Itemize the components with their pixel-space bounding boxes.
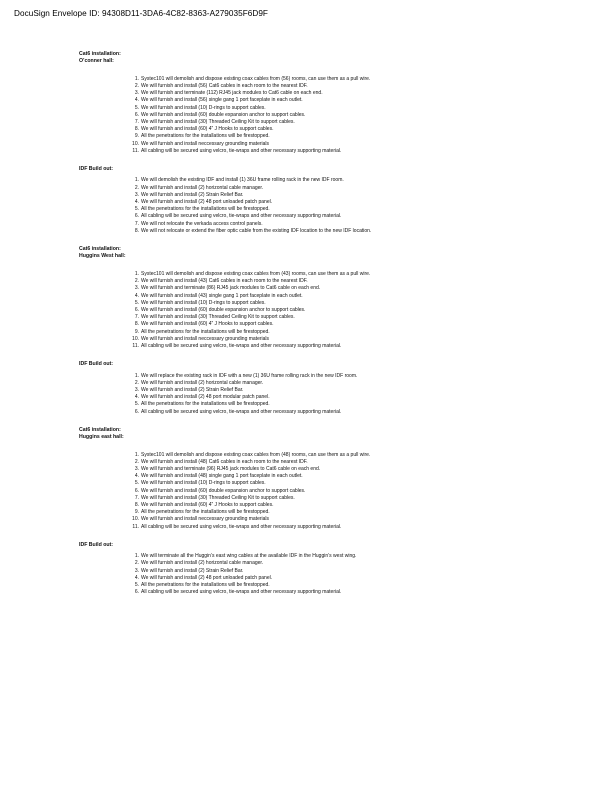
list-item-text: We will furnish and install (10) D-rings to support cables.: [141, 104, 266, 111]
list-item-text: We will furnish and terminate (96) RJ45 jack modules to Cat6 cable on each end.: [141, 465, 321, 472]
list-item: [79, 466, 539, 473]
numbered-list: [79, 373, 539, 416]
list-item: [79, 509, 539, 516]
list-item: [79, 409, 539, 416]
list-item: [79, 307, 539, 314]
list-item: [79, 300, 539, 307]
section-subheading: Huggins West hall:: [79, 253, 126, 260]
list-item-number: 8.: [134, 321, 139, 328]
list-item-number: 5.: [134, 582, 139, 589]
section-heading: Cat6 installation:: [79, 426, 121, 433]
list-item-text: We will furnish and install (56) single gang 1 port faceplate in each outlet.: [141, 97, 303, 104]
list-item-text: We will replace the existing rack in IDF with a new (1) 36U frame rolling rack in the new IDF room.: [141, 372, 358, 379]
numbered-list: [79, 553, 539, 596]
list-item-text: We will furnish and install (2) horizontal cable manager.: [141, 560, 264, 567]
list-item-text: We will demolish the existing IDF and install (1) 36U frame rolling rack in the new IDF room.: [141, 177, 344, 184]
list-item: [79, 373, 539, 380]
list-item-text: We will furnish and install neccessary grounding materials: [141, 140, 270, 147]
list-item-number: 7.: [134, 314, 139, 321]
list-item: [79, 213, 539, 220]
list-item-number: 1.: [134, 75, 139, 82]
list-item-number: 10.: [132, 335, 139, 342]
list-item-number: 2.: [134, 278, 139, 285]
list-item-number: 3.: [134, 567, 139, 574]
list-item-text: We will furnish and install (60) double expansion anchor to support cables.: [141, 111, 306, 118]
list-item-number: 3.: [134, 386, 139, 393]
list-item-text: We will not relocate the verkada access control panels.: [141, 220, 263, 227]
list-item-text: We will furnish and install (48) single gang 1 port faceplate in each outlet.: [141, 473, 303, 480]
list-item: [79, 495, 539, 502]
list-item-text: We will terminate all the Huggin’s east wing cables at the available IDF in the Huggin’s west wing.: [141, 553, 357, 560]
list-item: [79, 387, 539, 394]
list-item: [79, 119, 539, 126]
list-item-text: We will furnish and install (10) D-rings to support cables.: [141, 299, 266, 306]
list-item-number: 4.: [134, 473, 139, 480]
list-item-text: All cabling will be secured using velcro, tie-wraps and other necessary supporting material.: [141, 342, 342, 349]
list-item-number: 4.: [134, 574, 139, 581]
list-item: [79, 516, 539, 523]
list-item-number: 5.: [134, 480, 139, 487]
list-item: [79, 148, 539, 155]
list-item-number: 6.: [134, 487, 139, 494]
list-item-number: 4.: [134, 97, 139, 104]
list-item: [79, 83, 539, 90]
list-item: [79, 488, 539, 495]
list-item-text: We will furnish and terminate (86) RJ45 jack modules to Cat6 cable on each end.: [141, 285, 321, 292]
list-item-number: 5.: [134, 401, 139, 408]
list-item: [79, 278, 539, 285]
list-item-number: 10.: [132, 516, 139, 523]
section-heading: IDF Build out:: [79, 541, 113, 548]
section-heading: Cat6 installation:: [79, 246, 121, 253]
list-item-number: 4.: [134, 394, 139, 401]
list-item: [79, 459, 539, 466]
list-item-text: We will furnish and install (2) Strain Relief Bar.: [141, 386, 244, 393]
list-item-number: 1.: [134, 451, 139, 458]
section-heading: Cat6 installation:: [79, 51, 121, 57]
list-item-number: 6.: [134, 306, 139, 313]
section-heading: IDF Build out:: [79, 361, 113, 368]
numbered-list: [79, 452, 539, 531]
list-item-text: We will furnish and install (56) Cat6 cables in each room to the nearest IDF.: [141, 83, 308, 90]
list-item-number: 2.: [134, 83, 139, 90]
list-item-number: 2.: [134, 184, 139, 191]
list-item-number: 6.: [134, 589, 139, 596]
list-item-number: 3.: [134, 465, 139, 472]
scope-section: [79, 246, 539, 361]
document-body: [79, 51, 539, 607]
list-item-number: 6.: [134, 408, 139, 415]
list-item-number: 9.: [134, 328, 139, 335]
list-item-text: All cabling will be secured using velcro, tie-wraps and other necessary supporting material.: [141, 408, 342, 415]
list-item-number: 5.: [134, 104, 139, 111]
list-item: [79, 380, 539, 387]
scope-section: [79, 361, 539, 427]
list-item-text: We will furnish and install (60) 4” J Hooks to support cables.: [141, 501, 274, 508]
list-item: [79, 185, 539, 192]
list-item-number: 8.: [134, 227, 139, 234]
list-item: [79, 568, 539, 575]
list-item-text: We will furnish and install (2) 48 port modular patch panel.: [141, 394, 270, 401]
list-item-text: We will not relocate or extend the fiber optic cable from the existing IDF location to the new IDF location.: [141, 227, 372, 234]
list-item: [79, 560, 539, 567]
list-item: [79, 126, 539, 133]
list-item: [79, 394, 539, 401]
list-item-text: Systec101 will demolish and dispose existing coax cables from (56) rooms, can use them as a pull wire.: [141, 75, 371, 82]
list-item-number: 2.: [134, 458, 139, 465]
section-subheading: Huggins east hall:: [79, 434, 124, 441]
list-item: [79, 314, 539, 321]
list-item: [79, 112, 539, 119]
list-item-text: We will furnish and install (30) Threaded Ceiling Kit to support cables.: [141, 494, 295, 501]
list-item-number: 7.: [134, 220, 139, 227]
list-item: [79, 336, 539, 343]
list-item-text: We will furnish and install neccessary grounding materials: [141, 516, 270, 523]
list-item-number: 10.: [132, 140, 139, 147]
list-item-number: 8.: [134, 126, 139, 133]
list-item: [79, 105, 539, 112]
list-item-text: All cabling will be secured using velcro, tie-wraps and other necessary supporting material.: [141, 523, 342, 530]
list-item-text: We will furnish and install (2) Strain Relief Bar.: [141, 567, 244, 574]
list-item: [79, 452, 539, 459]
list-item-number: 6.: [134, 111, 139, 118]
list-item-text: We will furnish and install (2) 48 port unloaded patch panel.: [141, 199, 273, 206]
list-item: [79, 401, 539, 408]
list-item: [79, 228, 539, 235]
list-item-number: 9.: [134, 133, 139, 140]
list-item-number: 4.: [134, 199, 139, 206]
list-item: [79, 199, 539, 206]
list-item-number: 1.: [134, 270, 139, 277]
list-item: [79, 90, 539, 97]
list-item-text: We will furnish and install (43) single gang 1 port faceplate in each outlet.: [141, 292, 303, 299]
list-item-number: 11.: [132, 147, 139, 154]
list-item-text: We will furnish and install (60) double expansion anchor to support cables.: [141, 487, 306, 494]
list-item-number: 1.: [134, 372, 139, 379]
list-item-text: All cabling will be secured using velcro, tie-wraps and other necessary supporting material.: [141, 147, 342, 154]
list-item: [79, 343, 539, 350]
list-item-number: 11.: [132, 523, 139, 530]
list-item-number: 1.: [134, 177, 139, 184]
list-item-text: All the penetrations for the installations will be firestopped.: [141, 582, 270, 589]
list-item-text: Systec101 will demolish and dispose existing coax cables from (48) rooms, can use them as a pull wire.: [141, 451, 371, 458]
list-item: [79, 97, 539, 104]
list-item-text: We will furnish and install (48) Cat6 cables in each room to the nearest IDF.: [141, 458, 308, 465]
list-item-text: All the penetrations for the installations will be firestopped.: [141, 328, 270, 335]
numbered-list: [79, 177, 539, 235]
list-item-text: All the penetrations for the installations will be firestopped.: [141, 401, 270, 408]
list-item: [79, 271, 539, 278]
list-item-number: 9.: [134, 509, 139, 516]
scope-section: [79, 427, 539, 542]
list-item-text: All the penetrations for the installations will be firestopped.: [141, 133, 270, 140]
list-item-number: 3.: [134, 285, 139, 292]
list-item-text: We will furnish and install (10) D-rings to support cables.: [141, 480, 266, 487]
list-item: [79, 321, 539, 328]
list-item: [79, 293, 539, 300]
list-item: [79, 141, 539, 148]
list-item-number: 3.: [134, 90, 139, 97]
list-item-text: We will furnish and install (60) 4” J Hooks to support cables.: [141, 321, 274, 328]
list-item-text: We will furnish and install neccessary grounding materials: [141, 335, 270, 342]
list-item: [79, 192, 539, 199]
list-item-number: 11.: [132, 342, 139, 349]
list-item-number: 2.: [134, 560, 139, 567]
list-item: [79, 524, 539, 531]
list-item: [79, 329, 539, 336]
list-item: [79, 589, 539, 596]
list-item-text: We will furnish and install (2) horizontal cable manager.: [141, 379, 264, 386]
section-subheading: O’conner hall:: [79, 58, 114, 65]
list-item-text: We will furnish and install (43) Cat6 cables in each room to the nearest IDF.: [141, 278, 308, 285]
scope-section: [79, 51, 539, 166]
list-item: [79, 285, 539, 292]
list-item-text: We will furnish and install (30) Threaded Ceiling Kit to support cables.: [141, 314, 295, 321]
list-item-number: 2.: [134, 379, 139, 386]
list-item: [79, 206, 539, 213]
list-item-text: We will furnish and install (60) double expansion anchor to support cables.: [141, 306, 306, 313]
list-item: [79, 177, 539, 184]
list-item-text: All the penetrations for the installations will be firestopped.: [141, 206, 270, 213]
list-item: [79, 221, 539, 228]
list-item-number: 6.: [134, 213, 139, 220]
list-item-number: 8.: [134, 501, 139, 508]
list-item-number: 1.: [134, 553, 139, 560]
list-item: [79, 553, 539, 560]
list-item: [79, 480, 539, 487]
list-item: [79, 502, 539, 509]
list-item: [79, 133, 539, 140]
list-item-number: 7.: [134, 494, 139, 501]
list-item-number: 3.: [134, 191, 139, 198]
list-item-text: All cabling will be secured using velcro, tie-wraps and other necessary supporting material.: [141, 589, 342, 596]
scope-section: [79, 542, 539, 608]
numbered-list: [79, 271, 539, 350]
list-item-text: We will furnish and terminate (112) RJ45 jack modules to Cat6 cable on each end.: [141, 90, 323, 97]
list-item-text: All the penetrations for the installations will be firestopped.: [141, 509, 270, 516]
list-item-text: We will furnish and install (30) Threaded Ceiling Kit to support cables.: [141, 119, 295, 126]
list-item-text: All cabling will be secured using velcro, tie-wraps and other necessary supporting material.: [141, 213, 342, 220]
scope-section: [79, 166, 539, 246]
list-item: [79, 575, 539, 582]
list-item-text: We will furnish and install (2) horizontal cable manager.: [141, 184, 264, 191]
list-item-number: 4.: [134, 292, 139, 299]
list-item: [79, 582, 539, 589]
numbered-list: [79, 76, 539, 155]
list-item: [79, 76, 539, 83]
list-item-number: 5.: [134, 206, 139, 213]
list-item-number: 5.: [134, 299, 139, 306]
list-item: [79, 473, 539, 480]
list-item-number: 7.: [134, 119, 139, 126]
list-item-text: We will furnish and install (2) Strain Relief Bar.: [141, 191, 244, 198]
list-item-text: We will furnish and install (60) 4” J Hooks to support cables.: [141, 126, 274, 133]
list-item-text: Systec101 will demolish and dispose existing coax cables from (43) rooms, can use them as a pull wire.: [141, 270, 371, 277]
docusign-envelope-id: DocuSign Envelope ID: 94308D11-3DA6-4C82-8363-A279035F6D9F: [14, 9, 268, 18]
section-heading: IDF Build out:: [79, 166, 113, 173]
list-item-text: We will furnish and install (2) 48 port unloaded patch panel.: [141, 574, 273, 581]
